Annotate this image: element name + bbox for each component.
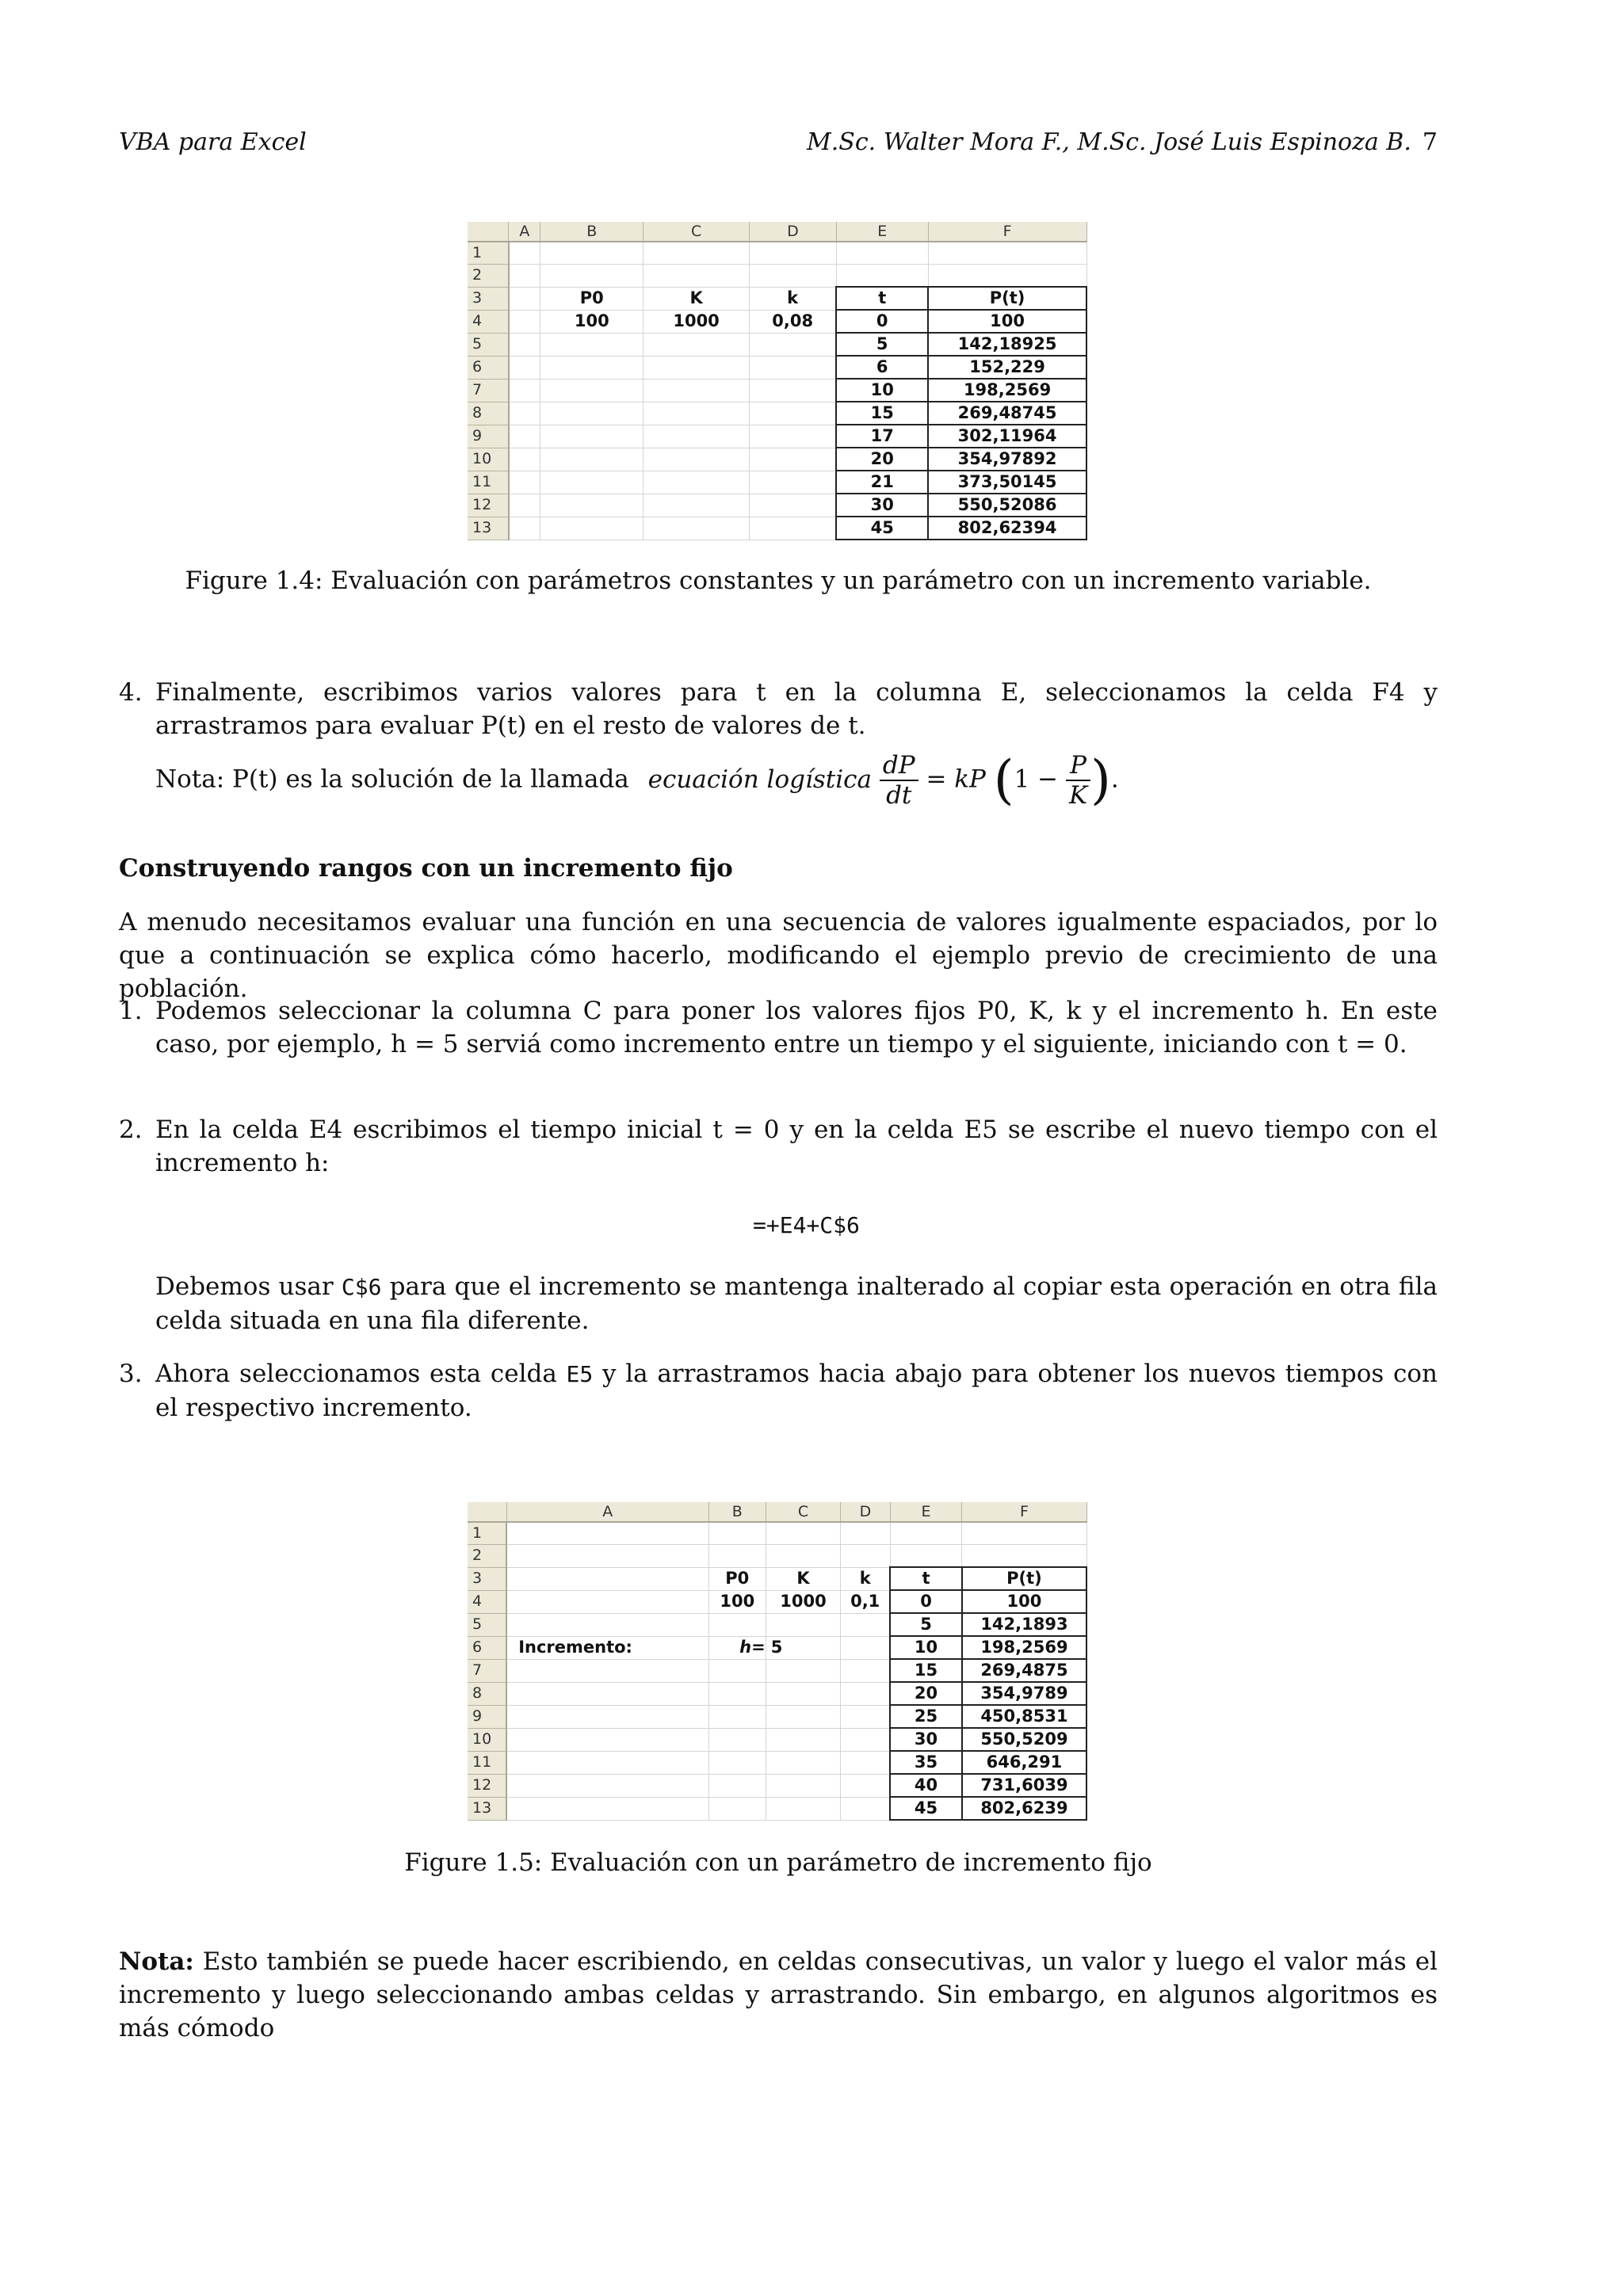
cell-F5: 142,1893: [962, 1613, 1086, 1636]
column-header-F: F: [962, 1502, 1086, 1522]
cell-F9: 302,11964: [928, 425, 1086, 448]
cell-E11: 21: [836, 471, 928, 494]
row-header: 9: [468, 1705, 506, 1728]
final-note-label: Nota:: [119, 1947, 194, 1976]
sheet-row: [468, 471, 1086, 494]
cell-F2: [962, 1545, 1086, 1568]
row-header: 4: [468, 310, 509, 333]
cell-B13: [708, 1797, 766, 1820]
cell-A1: [506, 1522, 708, 1545]
figure-2-caption: Figure 1.5: Evaluación con un parámetro de incremento fijo: [404, 1848, 1152, 1877]
column-header-A: A: [506, 1502, 708, 1522]
column-header-C: C: [766, 1502, 841, 1522]
cell-B4: 100: [708, 1590, 766, 1613]
sheet-row: [468, 265, 1086, 288]
cell-F10: 354,97892: [928, 448, 1086, 471]
row-header: 3: [468, 287, 509, 310]
sheet-row: [468, 1636, 1086, 1659]
list-item-2-text: En la celda E4 escribimos el tiempo inicial t = 0 y en la celda E5 se escribe el nuevo tiempo con el incremento h:: [155, 1116, 1438, 1177]
list-item-1-text: Podemos seleccionar la columna C para poner los valores fijos P0, K, k y el incremento h. En este caso, por ejemplo, h = 5 serviá como incremento entre un tiempo y el siguiente, iniciando con t = 0.: [155, 997, 1438, 1058]
note-prefix: Nota: P(t) es la solución de la llamada: [155, 765, 629, 794]
cell-A1: [509, 242, 540, 265]
cell-C4: 1000: [766, 1590, 841, 1613]
cell-A8: [509, 402, 540, 425]
cell-B6: h=: [708, 1636, 766, 1659]
figure-1-caption: Figure 1.4: Evaluación con parámetros constantes y un parámetro con un incremento variable.: [185, 566, 1372, 595]
row-header: 7: [468, 379, 509, 402]
sheet-row: [468, 1751, 1086, 1774]
cell-A8: [506, 1682, 708, 1705]
cell-D8: [749, 402, 836, 425]
cell-D3: k: [749, 287, 836, 310]
header-title: VBA para Excel: [119, 128, 307, 156]
cell-D7: [749, 379, 836, 402]
sheet-row: [468, 1682, 1086, 1705]
cell-E2: [890, 1545, 962, 1568]
sheet-row: [468, 1545, 1086, 1568]
step-4-number: 4.: [119, 678, 143, 707]
corner-cell: [468, 222, 509, 242]
row-header: 11: [468, 471, 509, 494]
cell-E13: 45: [890, 1797, 962, 1820]
cell-F12: 550,52086: [928, 494, 1086, 517]
final-note: [119, 1945, 1438, 2045]
cell-B11: [540, 471, 643, 494]
cell-A11: [506, 1751, 708, 1774]
cell-F6: 198,2569: [962, 1636, 1086, 1659]
column-header-row: [468, 1502, 1086, 1522]
cell-C7: [766, 1659, 841, 1682]
list-item-1: [119, 994, 1438, 1061]
cell-A3: [506, 1567, 708, 1590]
cell-A9: [509, 425, 540, 448]
cell-F12: 731,6039: [962, 1774, 1086, 1797]
cell-F7: 269,4875: [962, 1659, 1086, 1682]
cell-B4: 100: [540, 310, 643, 333]
cell-B12: [540, 494, 643, 517]
cell-D13: [841, 1797, 890, 1820]
cell-E13: 45: [836, 517, 928, 540]
cell-E10: 20: [836, 448, 928, 471]
cell-B6: [540, 356, 643, 379]
row-header: 11: [468, 1751, 506, 1774]
intro-paragraph: A menudo necesitamos evaluar una función en una secuencia de valores igualmente espaciados, por lo que a continuación se explica cómo hacerlo, modificando el ejemplo previo de crecimiento de una población.: [119, 908, 1438, 1003]
cell-E5: 5: [890, 1613, 962, 1636]
step-4-text: Finalmente, escribimos varios valores para t en la columna E, seleccionamos la celda F4 y arrastramos para evaluar P(t) en el resto de valores de t.: [155, 678, 1438, 740]
sheet-row: [468, 1590, 1086, 1613]
cell-F7: 198,2569: [928, 379, 1086, 402]
list-item-3: [119, 1357, 1438, 1425]
list-item-3-text-after: y la arrastramos hacia abajo para obtener los nuevos tiempos con el respectivo incremento.: [155, 1360, 1438, 1422]
cell-E6: 6: [836, 356, 928, 379]
column-header-C: C: [643, 222, 750, 242]
column-header-E: E: [890, 1502, 962, 1522]
sheet-row: [468, 517, 1086, 540]
sheet-row: [468, 379, 1086, 402]
cell-D5: [841, 1613, 890, 1636]
cell-E11: 35: [890, 1751, 962, 1774]
cell-D13: [749, 517, 836, 540]
sheet-row: [468, 310, 1086, 333]
cell-B8: [540, 402, 643, 425]
cell-F8: 354,9789: [962, 1682, 1086, 1705]
row-header: 8: [468, 402, 509, 425]
sheet-row: [468, 333, 1086, 356]
cell-D9: [841, 1705, 890, 1728]
cell-B5: [540, 333, 643, 356]
sheet-row: [468, 1705, 1086, 1728]
cell-E12: 30: [836, 494, 928, 517]
cell-F8: 269,48745: [928, 402, 1086, 425]
cell-E1: [836, 242, 928, 265]
paren-open: (: [993, 749, 1014, 810]
cell-C3: K: [766, 1567, 841, 1590]
cell-F6: 152,229: [928, 356, 1086, 379]
sheet-row: [468, 242, 1086, 265]
cell-B7: [708, 1659, 766, 1682]
cell-C2: [766, 1545, 841, 1568]
cell-B12: [708, 1774, 766, 1797]
cell-C11: [643, 471, 750, 494]
cell-F4: 100: [928, 310, 1086, 333]
sheet-row: [468, 1522, 1086, 1545]
cell-D4: 0,1: [841, 1590, 890, 1613]
cell-D11: [841, 1751, 890, 1774]
cell-B11: [708, 1751, 766, 1774]
cell-A6: [509, 356, 540, 379]
cell-E9: 17: [836, 425, 928, 448]
cell-E3: t: [890, 1567, 962, 1590]
formula-num: dP: [880, 751, 918, 781]
row-header: 2: [468, 265, 509, 288]
cell-C1: [643, 242, 750, 265]
formula-inner-den: K: [1068, 781, 1088, 810]
step-2-note: [155, 1270, 1438, 1337]
paren-close: ): [1090, 749, 1111, 810]
list-item-3-number: 3.: [119, 1360, 143, 1388]
cell-A10: [509, 448, 540, 471]
row-header: 13: [468, 517, 509, 540]
cell-F11: 373,50145: [928, 471, 1086, 494]
spreadsheet-figure-1: [468, 222, 1087, 540]
row-header: 6: [468, 356, 509, 379]
cell-C5: [643, 333, 750, 356]
cell-E1: [890, 1522, 962, 1545]
row-header: 8: [468, 1682, 506, 1705]
cell-B1: [708, 1522, 766, 1545]
row-header: 13: [468, 1797, 506, 1820]
sheet1-table: [468, 222, 1087, 540]
cell-B2: [540, 265, 643, 288]
cell-E10: 30: [890, 1728, 962, 1751]
cell-D2: [841, 1545, 890, 1568]
formula-inner-frac: [1066, 751, 1090, 810]
cell-C9: [643, 425, 750, 448]
column-header-D: D: [841, 1502, 890, 1522]
cell-D3: k: [841, 1567, 890, 1590]
logistic-note: [155, 751, 1438, 810]
cell-A4: [506, 1590, 708, 1613]
cell-E5: 5: [836, 333, 928, 356]
cell-C2: [643, 265, 750, 288]
cell-D12: [841, 1774, 890, 1797]
cell-C12: [766, 1774, 841, 1797]
note-term: ecuación logística: [647, 765, 873, 794]
cell-B10: [540, 448, 643, 471]
cell-B10: [708, 1728, 766, 1751]
row-header: 9: [468, 425, 509, 448]
sheet-row: [468, 494, 1086, 517]
sheet-row: [468, 287, 1086, 310]
cell-E3: t: [836, 287, 928, 310]
header-authors: [807, 128, 1438, 156]
sheet-row: [468, 356, 1086, 379]
cell-C10: [643, 448, 750, 471]
cell-F4: 100: [962, 1590, 1086, 1613]
cell-D8: [841, 1682, 890, 1705]
cell-B3: P0: [708, 1567, 766, 1590]
cell-A3: [509, 287, 540, 310]
list-item-2-number: 2.: [119, 1116, 143, 1144]
cell-E9: 25: [890, 1705, 962, 1728]
cell-C13: [766, 1797, 841, 1820]
cell-B3: P0: [540, 287, 643, 310]
cell-A5: [509, 333, 540, 356]
section-heading: Construyendo rangos con un incremento fijo: [119, 854, 733, 883]
cell-A9: [506, 1705, 708, 1728]
cell-B2: [708, 1545, 766, 1568]
cell-C5: [766, 1613, 841, 1636]
row-header: 1: [468, 1522, 506, 1545]
final-note-text: Esto también se puede hacer escribiendo, en celdas consecutivas, un valor y luego el valor más el incremento y luego seleccionando ambas celdas y arrastrando. Sin embargo, en algunos algoritmos es más cómodo: [119, 1947, 1438, 2042]
row-header: 5: [468, 1613, 506, 1636]
formula-inner-num: P: [1066, 751, 1090, 781]
sheet-row: [468, 1613, 1086, 1636]
row-header: 7: [468, 1659, 506, 1682]
cell-A11: [509, 471, 540, 494]
cell-B9: [540, 425, 643, 448]
cell-D10: [841, 1728, 890, 1751]
cell-B7: [540, 379, 643, 402]
cell-A12: [506, 1774, 708, 1797]
cell-F1: [928, 242, 1086, 265]
cell-C12: [643, 494, 750, 517]
cell-E6: 10: [890, 1636, 962, 1659]
step-2-note-code: C$6: [341, 1274, 382, 1300]
cell-F3: P(t): [928, 287, 1086, 310]
cell-F13: 802,62394: [928, 517, 1086, 540]
page-number: 7: [1422, 128, 1438, 156]
cell-F10: 550,5209: [962, 1728, 1086, 1751]
corner-cell: [468, 1502, 506, 1522]
cell-F13: 802,6239: [962, 1797, 1086, 1820]
cell-C4: 1000: [643, 310, 750, 333]
cell-D4: 0,08: [749, 310, 836, 333]
cell-C7: [643, 379, 750, 402]
list-item-3-text-before: Ahora seleccionamos esta celda: [155, 1360, 557, 1388]
cell-D11: [749, 471, 836, 494]
cell-B13: [540, 517, 643, 540]
cell-C1: [766, 1522, 841, 1545]
formula-end: .: [1110, 765, 1119, 794]
row-header: 4: [468, 1590, 506, 1613]
cell-B8: [708, 1682, 766, 1705]
row-header: 12: [468, 1774, 506, 1797]
row-header: 10: [468, 448, 509, 471]
sheet-row: [468, 1728, 1086, 1751]
cell-D10: [749, 448, 836, 471]
cell-A13: [509, 517, 540, 540]
cell-A2: [509, 265, 540, 288]
cell-B9: [708, 1705, 766, 1728]
cell-A13: [506, 1797, 708, 1820]
sheet-row: [468, 425, 1086, 448]
cell-A5: [506, 1613, 708, 1636]
cell-D7: [841, 1659, 890, 1682]
cell-C11: [766, 1751, 841, 1774]
cell-F9: 450,8531: [962, 1705, 1086, 1728]
cell-B5: [708, 1613, 766, 1636]
cell-C8: [766, 1682, 841, 1705]
row-header: 12: [468, 494, 509, 517]
spreadsheet-figure-2: [468, 1502, 1087, 1821]
cell-C9: [766, 1705, 841, 1728]
formula-mid: = kP: [926, 765, 986, 794]
cell-C10: [766, 1728, 841, 1751]
sheet-row: [468, 402, 1086, 425]
cell-F5: 142,18925: [928, 333, 1086, 356]
cell-E7: 15: [890, 1659, 962, 1682]
formula-code: =+E4+C$6: [753, 1212, 860, 1238]
cell-A10: [506, 1728, 708, 1751]
cell-F2: [928, 265, 1086, 288]
row-header: 2: [468, 1545, 506, 1568]
column-header-B: B: [540, 222, 643, 242]
cell-C6: 5: [766, 1636, 841, 1659]
cell-D9: [749, 425, 836, 448]
cell-A2: [506, 1545, 708, 1568]
formula-den: dt: [886, 781, 912, 810]
column-header-B: B: [708, 1502, 766, 1522]
cell-A4: [509, 310, 540, 333]
sheet-row: [468, 1774, 1086, 1797]
cell-D2: [749, 265, 836, 288]
row-header: 10: [468, 1728, 506, 1751]
cell-E4: 0: [890, 1590, 962, 1613]
cell-A7: [506, 1659, 708, 1682]
column-header-F: F: [928, 222, 1086, 242]
cell-B1: [540, 242, 643, 265]
cell-A7: [509, 379, 540, 402]
row-header: 5: [468, 333, 509, 356]
sheet-row: [468, 1659, 1086, 1682]
sheet-row: [468, 448, 1086, 471]
column-header-A: A: [509, 222, 540, 242]
row-header: 3: [468, 1567, 506, 1590]
row-header: 6: [468, 1636, 506, 1659]
cell-C8: [643, 402, 750, 425]
cell-E2: [836, 265, 928, 288]
cell-A12: [509, 494, 540, 517]
cell-D5: [749, 333, 836, 356]
cell-D6: [749, 356, 836, 379]
sheet-row: [468, 1797, 1086, 1820]
formula-one-minus: 1 −: [1014, 765, 1059, 794]
list-item-1-number: 1.: [119, 997, 143, 1025]
list-item-2: [119, 1113, 1438, 1180]
sheet2-table: [468, 1502, 1087, 1821]
cell-F1: [962, 1522, 1086, 1545]
cell-E8: 20: [890, 1682, 962, 1705]
cell-F3: P(t): [962, 1567, 1086, 1590]
cell-D6: [841, 1636, 890, 1659]
step-4: [119, 676, 1438, 742]
formula-derivative: [880, 751, 918, 810]
column-header-row: [468, 222, 1086, 242]
cell-C3: K: [643, 287, 750, 310]
cell-F11: 646,291: [962, 1751, 1086, 1774]
cell-E12: 40: [890, 1774, 962, 1797]
list-item-3-code: E5: [566, 1361, 594, 1387]
cell-E8: 15: [836, 402, 928, 425]
row-header: 1: [468, 242, 509, 265]
header-authors-text: M.Sc. Walter Mora F., M.Sc. José Luis Espinoza B.: [807, 128, 1411, 156]
step-2-note-after: para que el incremento se mantenga inalterado al copiar esta operación en otra fila celda situada en una fila diferente.: [155, 1272, 1438, 1335]
cell-C6: [643, 356, 750, 379]
step-2-note-before: Debemos usar: [155, 1272, 334, 1301]
cell-E7: 10: [836, 379, 928, 402]
cell-D1: [841, 1522, 890, 1545]
cell-C13: [643, 517, 750, 540]
cell-A6: Incremento:: [506, 1636, 708, 1659]
cell-E4: 0: [836, 310, 928, 333]
column-header-D: D: [749, 222, 836, 242]
cell-D12: [749, 494, 836, 517]
cell-D1: [749, 242, 836, 265]
column-header-E: E: [836, 222, 928, 242]
sheet-row: [468, 1567, 1086, 1590]
